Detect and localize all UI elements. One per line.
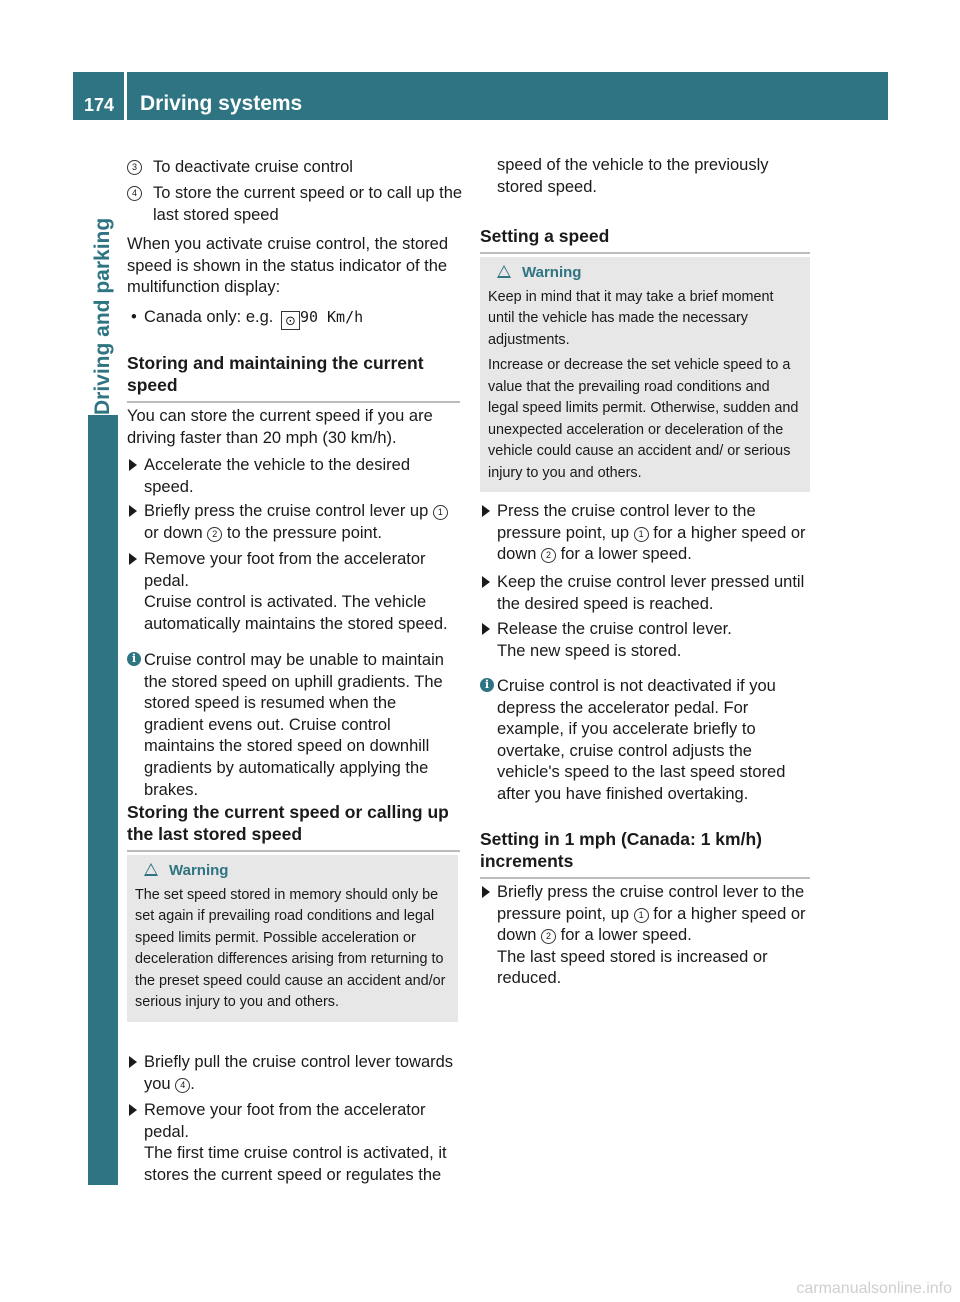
step-item: Press the cruise control lever to the pressure point, up 1 for a higher speed or down 2 for a lower speed. (480, 501, 813, 566)
step-item: Remove your foot from the accelerator pedal. Cruise control is activated. The vehicle automatically maintains the stored speed. (127, 549, 460, 635)
step-item: Briefly press the cruise control lever up 1 or down 2 to the pressure point. (127, 501, 460, 544)
warning-box: Warning Keep in mind that it may take a brief moment until the vehicle has made the necessary adjustments. Increase or decrease the set vehicle speed to a value that the prevailing road conditions and legal speed limits permit. Otherwise, sudden and unexpected acceleration or deceleration of the vehicle could cause an accident and/ or serious injury to you and others. (480, 257, 810, 492)
arrow-icon (129, 1056, 137, 1068)
circled-number: 2 (541, 548, 556, 563)
list-item: 4 To store the current speed or to call up the last stored speed (127, 183, 486, 226)
warning-icon (144, 863, 158, 876)
paragraph: speed of the vehicle to the previously stored speed. (497, 156, 769, 196)
arrow-icon (129, 505, 137, 517)
circled-number: 4 (175, 1078, 190, 1093)
circled-number: 1 (634, 527, 649, 542)
side-tab-bar (88, 415, 118, 1185)
circled-number: 4 (127, 186, 142, 201)
step-item: Keep the cruise control lever pressed until the desired speed is reached. (480, 572, 813, 615)
arrow-icon (482, 623, 490, 635)
list-item: • Canada only: e.g. ⊙ 90 Km/h (127, 307, 460, 330)
section-heading: Storing and maintaining the current speed (127, 352, 460, 403)
arrow-icon (482, 505, 490, 517)
section-heading: Setting in 1 mph (Canada: 1 km/h) increments (480, 828, 810, 879)
page-header (73, 72, 888, 120)
warning-title: Warning (492, 262, 802, 284)
speedometer-icon: ⊙ (281, 311, 300, 330)
step-item: Release the cruise control lever. The new speed is stored. (480, 619, 813, 662)
paragraph: You can store the current speed if you are driving faster than 20 mph (30 km/h). (127, 407, 433, 447)
info-icon: i (480, 678, 494, 692)
circled-number: 1 (433, 505, 448, 520)
circled-number: 2 (207, 527, 222, 542)
step-item: Accelerate the vehicle to the desired speed. (127, 455, 460, 498)
arrow-icon (129, 459, 137, 471)
warning-box: Warning The set speed stored in memory should only be set again if prevailing road conditions and legal speed limits permit. Possible acceleration or deceleration differences arising from returning to the preset speed could cause an accident and/or serious injury to you and others. (127, 855, 458, 1022)
warning-icon (497, 265, 511, 278)
display-value: 90 Km/h (299, 308, 364, 326)
arrow-icon (482, 576, 490, 588)
info-note: i Cruise control may be unable to maintain the stored speed on uphill gradients. The stored speed is resumed when the gradient evens out. Cruise control maintains the stored speed on downhill gradients by automatically applying the brakes. (127, 650, 460, 801)
section-heading: Storing the current speed or calling up the last stored speed (127, 801, 460, 852)
section-heading: Setting a speed (480, 225, 810, 254)
list-item: 3 To deactivate cruise control (127, 157, 486, 179)
info-icon: i (127, 652, 141, 666)
intro-text: When you activate cruise control, the stored speed is shown in the status indicator of the multifunction display: (127, 235, 448, 297)
side-label: Driving and parking (91, 217, 114, 415)
circled-number: 3 (127, 160, 142, 175)
step-item: Briefly press the cruise control lever to the pressure point, up 1 for a higher speed or down 2 for a lower speed. The last speed stored is increased or reduced. (480, 882, 813, 990)
arrow-icon (482, 886, 490, 898)
arrow-icon (129, 553, 137, 565)
circled-number: 2 (541, 929, 556, 944)
side-tab (88, 135, 118, 415)
watermark: carmanualsonline.info (796, 1280, 952, 1297)
circled-number: 1 (634, 908, 649, 923)
info-note: i Cruise control is not deactivated if you depress the accelerator pedal. For example, if you accelerate briefly to overtake, cruise control adjusts the vehicle's speed to the last speed stored after you have finished overtaking. (480, 676, 813, 806)
warning-title: Warning (139, 860, 450, 882)
step-item: Briefly pull the cruise control lever towards you 4 . (127, 1052, 460, 1095)
page-number: 174 (73, 72, 124, 120)
page-title: Driving systems (127, 72, 888, 120)
arrow-icon (129, 1104, 137, 1116)
step-item: Remove your foot from the accelerator pedal. The first time cruise control is activated, it stores the current speed or regulates the (127, 1100, 460, 1186)
